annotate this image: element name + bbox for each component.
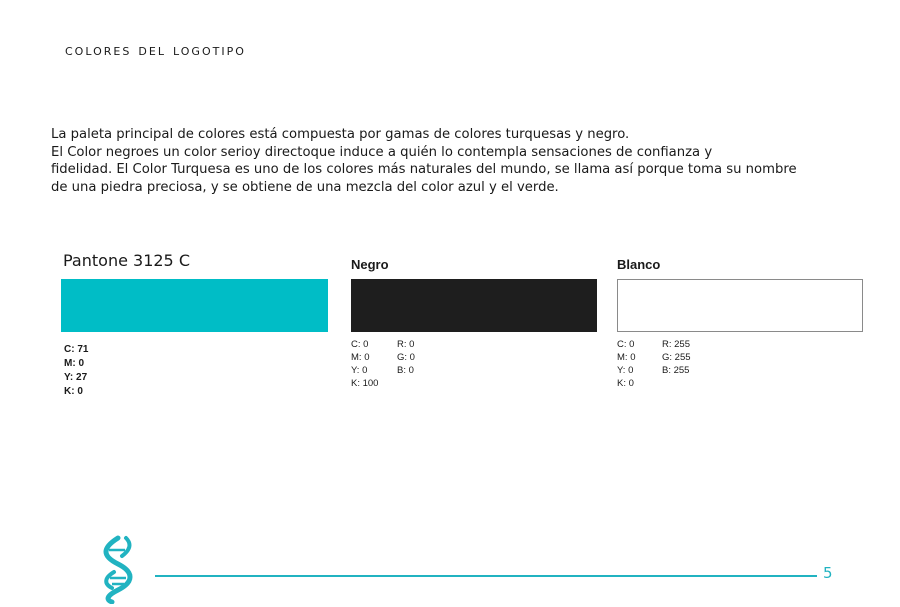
cmyk-values-turquoise xyxy=(64,343,88,399)
rgb-value: R: 0 xyxy=(397,339,415,350)
cmyk-value: M: 0 xyxy=(351,352,370,363)
rgb-values-black xyxy=(397,338,415,377)
intro-paragraph xyxy=(51,126,881,196)
cmyk-value: C: 0 xyxy=(617,339,635,350)
cmyk-value: K: 0 xyxy=(64,386,83,397)
rgb-value: R: 255 xyxy=(662,339,690,350)
swatch-name-black: Negro xyxy=(351,257,389,272)
cmyk-value: K: 100 xyxy=(351,378,379,389)
cmyk-value: C: 0 xyxy=(351,339,369,350)
rgb-value: G: 255 xyxy=(662,352,691,363)
page-number: 5 xyxy=(823,564,833,582)
intro-line: El Color negroes un color serioy directoque induce a quién lo contempla sensaciones de confianza y xyxy=(51,144,713,160)
swatch-name-white: Blanco xyxy=(617,257,661,272)
cmyk-value: Y: 0 xyxy=(351,365,368,376)
intro-line: fidelidad. El Color Turquesa es uno de los colores más naturales del mundo, se llama así porque toma su nombre xyxy=(51,162,797,177)
color-swatch-turquoise xyxy=(61,279,328,332)
cmyk-value: M: 0 xyxy=(64,358,84,369)
cmyk-value: K: 0 xyxy=(617,378,634,389)
rgb-values-white xyxy=(662,338,691,377)
intro-line: La paleta principal de colores está compuesta por gamas de colores turquesas y negro. xyxy=(51,127,630,142)
cmyk-value: C: 71 xyxy=(64,344,89,355)
footer-divider xyxy=(155,575,817,577)
color-swatch-white xyxy=(617,279,863,332)
intro-line: de una piedra preciosa, y se obtiene de una mezcla del color azul y el verde. xyxy=(51,179,559,195)
rgb-value: G: 0 xyxy=(397,352,415,363)
cmyk-value: Y: 27 xyxy=(64,372,88,383)
dna-helix-icon xyxy=(96,534,140,604)
swatch-name-turquoise: Pantone 3125 C xyxy=(63,251,190,270)
rgb-value: B: 0 xyxy=(397,365,414,376)
cmyk-value: Y: 0 xyxy=(617,365,634,376)
cmyk-values-white xyxy=(617,338,635,390)
cmyk-value: M: 0 xyxy=(617,352,636,363)
page-title: colores del logotipo xyxy=(65,40,246,59)
cmyk-values-black xyxy=(351,338,378,390)
rgb-value: B: 255 xyxy=(662,365,690,376)
color-swatch-black xyxy=(351,279,597,332)
